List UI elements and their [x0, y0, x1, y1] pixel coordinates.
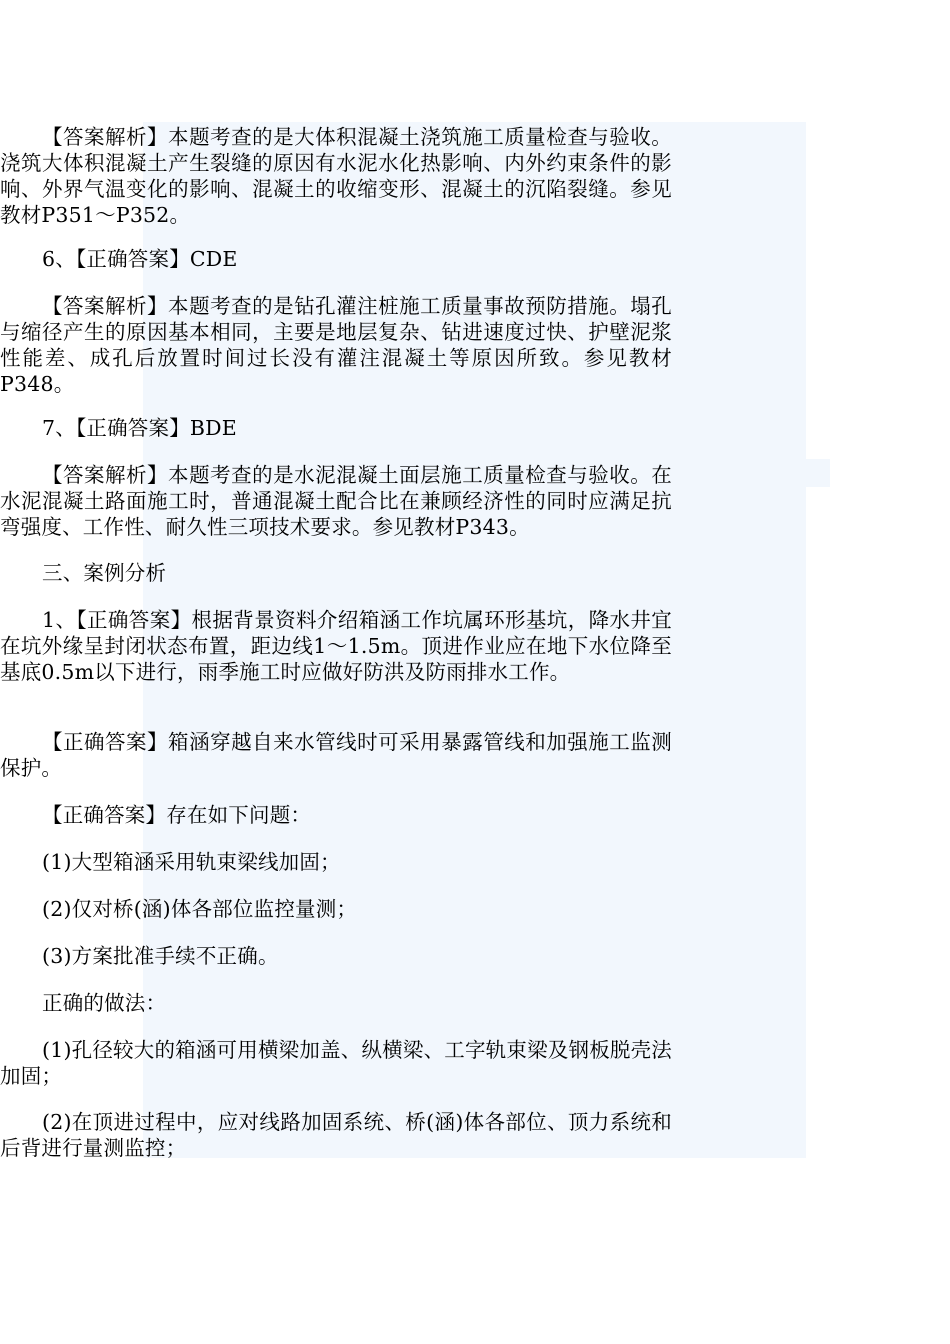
answer-analysis-paragraph: 【答案解析】本题考查的是水泥混凝土面层施工质量检查与验收。在水泥混凝土路面施工时，普通混凝土配合比在兼顾经济性的同时应满足抗弯强度、工作性、耐久性三项技术要求。参见教材P343。 [0, 463, 672, 539]
list-item: (1)大型箱涵采用轨束梁线加固； [42, 850, 341, 874]
list-item: (2)在顶进过程中，应对线路加固系统、桥(涵)体各部位、顶力系统和后背进行量测监控； [0, 1110, 672, 1160]
section-heading-case-analysis: 三、案例分析 [42, 561, 167, 585]
list-item: (2)仅对桥(涵)体各部位监控量测； [42, 897, 358, 921]
answer-heading-6: 6、【正确答案】CDE [42, 247, 238, 271]
case-answer-paragraph: 【正确答案】存在如下问题： [42, 803, 312, 827]
answer-analysis-paragraph: 【答案解析】本题考查的是大体积混凝土浇筑施工质量检查与验收。浇筑大体积混凝土产生裂缝的原因有水泥水化热影响、内外约束条件的影响、外界气温变化的影响、混凝土的收缩变形、混凝土的沉陷裂缝。参见教材P351～P352。 [0, 125, 672, 227]
case-answer-paragraph: 【正确答案】箱涵穿越自来水管线时可采用暴露管线和加强施工监测保护。 [0, 730, 672, 780]
correct-method-heading: 正确的做法： [42, 991, 167, 1015]
answer-analysis-paragraph: 【答案解析】本题考查的是钻孔灌注桩施工质量事故预防措施。塌孔与缩径产生的原因基本相同，主要是地层复杂、钻进速度过快、护壁泥浆性能差、成孔后放置时间过长没有灌注混凝土等原因所致。参见教材P348。 [0, 294, 672, 396]
answer-heading-7: 7、【正确答案】BDE [42, 416, 237, 440]
list-item: (3)方案批准手续不正确。 [42, 944, 279, 968]
list-item: (1)孔径较大的箱涵可用横梁加盖、纵横梁、工字轨束梁及钢板脱壳法加固； [0, 1038, 672, 1088]
case-answer-paragraph: 1、【正确答案】根据背景资料介绍箱涵工作坑属环形基坑，降水井宜在坑外缘呈封闭状态布置，距边线1～1.5m。顶进作业应在地下水位降至基底0.5m以下进行，雨季施工时应做好防洪及防雨排水工作。 [0, 608, 672, 684]
highlight-overhang [806, 459, 830, 487]
